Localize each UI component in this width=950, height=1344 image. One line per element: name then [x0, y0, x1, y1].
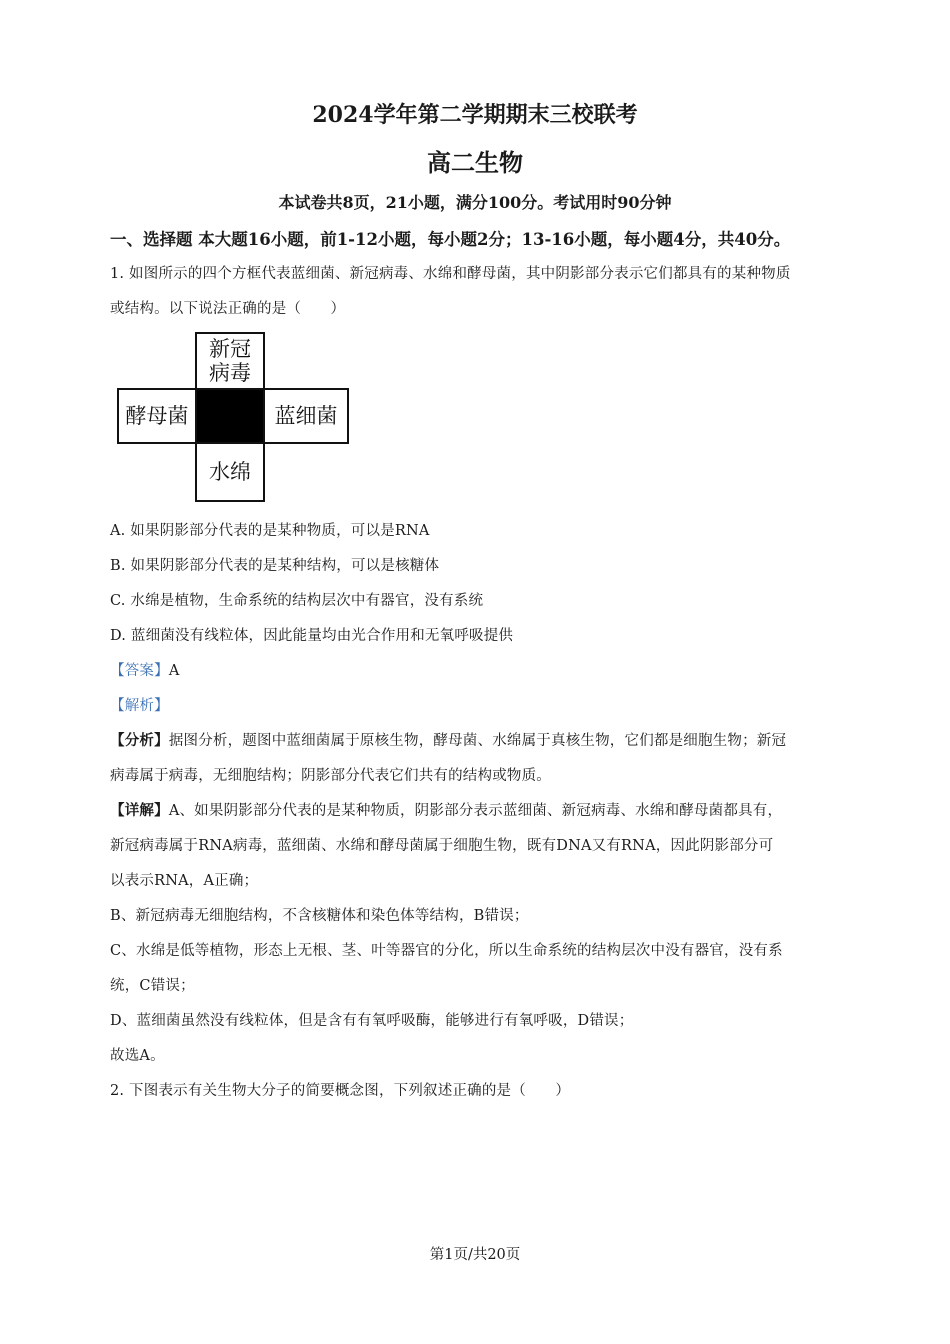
answer-label: 【答案】 — [110, 663, 169, 679]
exam-title: 2024学年第二学期期末三校联考 — [312, 102, 638, 128]
detail-line3: 以表示RNA，A正确； — [110, 873, 259, 889]
q1-option-a: A. 如果阴影部分代表的是某种物质，可以是RNA — [110, 523, 430, 539]
fenxi-line2: 病毒属于病毒，无细胞结构；阴影部分代表它们共有的结构或物质。 — [110, 768, 551, 784]
q1-answer — [110, 659, 179, 680]
detail-line5: C、水绵是低等植物，形态上无根、茎、叶等器官的分化，所以生命系统的结构层次中没有器官，没有系 — [110, 943, 783, 959]
q1-option-c: C. 水绵是植物，生命系统的结构层次中有器官，没有系统 — [110, 593, 484, 609]
shaded-center — [195, 388, 265, 444]
q1-option-b: B. 如果阴影部分代表的是某种结构，可以是核糖体 — [110, 558, 440, 574]
analysis-label: 【解析】 — [110, 698, 169, 714]
q1-option-d: D. 蓝细菌没有线粒体，因此能量均由光合作用和无氧呼吸提供 — [110, 628, 514, 644]
answer-value: A — [168, 663, 180, 679]
detail-line7: D、蓝细菌虽然没有线粒体，但是含有有氧呼吸酶，能够进行有氧呼吸，D错误； — [110, 1013, 634, 1029]
exam-info: 本试卷共8页，21小题，满分100分。考试用时90分钟 — [278, 193, 672, 212]
box-covid-virus-label: 新冠 病毒 — [209, 337, 251, 385]
box-spirogyra-label: 水绵 — [209, 460, 251, 484]
exam-subject: 高二生物 — [427, 148, 523, 177]
fenxi-line1 — [110, 729, 786, 750]
detail-line4: B、新冠病毒无细胞结构，不含核糖体和染色体等结构，B错误； — [110, 908, 529, 924]
box-yeast-label: 酵母菌 — [125, 404, 189, 428]
detail-line1 — [110, 799, 782, 820]
box-covid-virus — [195, 332, 265, 390]
box-spirogyra — [195, 442, 265, 502]
detail-line2: 新冠病毒属于RNA病毒，蓝细菌、水绵和酵母菌属于细胞生物，既有DNA又有RNA，因此阴影部分可 — [110, 838, 774, 854]
fenxi-text1: 据图分析，题图中蓝细菌属于原核生物，酵母菌、水绵属于真核生物，它们都是细胞生物；新冠 — [168, 733, 787, 749]
q1-stem-line2: 或结构。以下说法正确的是（ ） — [110, 301, 346, 317]
fenxi-label: 【分析】 — [110, 732, 169, 749]
section-heading: 一、选择题 本大题16小题，前1-12小题，每小题2分；13-16小题，每小题4分，共40分。 — [110, 230, 791, 249]
box-cyanobacteria — [263, 388, 349, 444]
box-cyanobacteria-label: 蓝细菌 — [274, 404, 338, 428]
detail-text1: A、如果阴影部分代表的是某种物质，阴影部分表示蓝细菌、新冠病毒、水绵和酵母菌都具有， — [168, 803, 783, 819]
conclusion: 故选A。 — [110, 1048, 165, 1064]
detail-line6: 统，C错误； — [110, 978, 195, 994]
box-yeast — [117, 388, 197, 444]
detail-label: 【详解】 — [110, 802, 169, 819]
q1-stem-line1: 1. 如图所示的四个方框代表蓝细菌、新冠病毒、水绵和酵母菌，其中阴影部分表示它们都具有的某种物质 — [110, 266, 791, 282]
page-footer: 第1页/共20页 — [429, 1247, 521, 1263]
q2-stem: 2. 下图表示有关生物大分子的简要概念图，下列叙述正确的是（ ） — [110, 1083, 571, 1099]
